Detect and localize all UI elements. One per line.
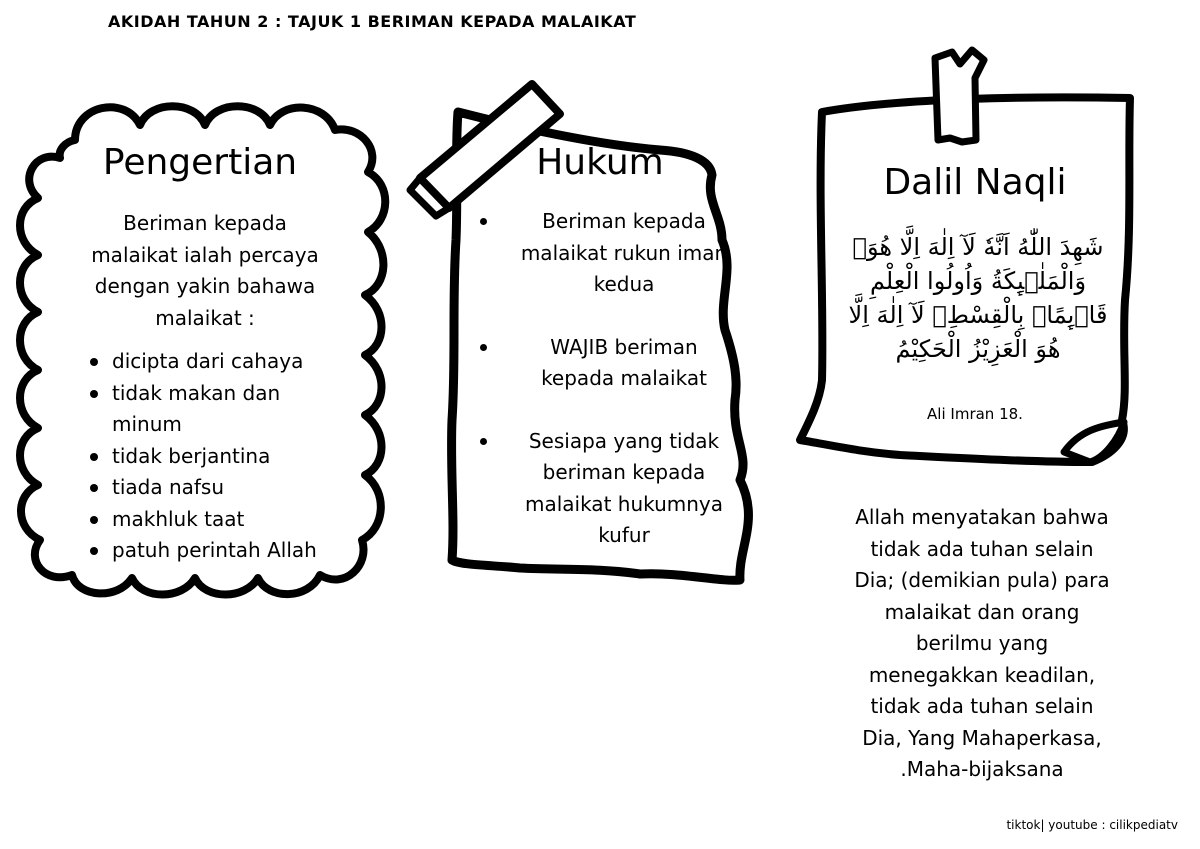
tape-strip-top (935, 50, 984, 142)
hukum-title: Hukum (536, 142, 664, 183)
list-item: dicipta dari cahaya (88, 346, 346, 378)
page-title: AKIDAH TAHUN 2 : TAJUK 1 BERIMAN KEPADA MALAIKAT (108, 12, 637, 31)
list-item: WAJIB beriman kepada malaikat (476, 332, 732, 395)
list-item: makhluk taat (88, 504, 346, 536)
list-item: patuh perintah Allah (88, 535, 346, 567)
list-item: tiada nafsu (88, 472, 346, 504)
list-item: tidak berjantina (88, 441, 346, 473)
dalil-arabic-verse: شَهِدَ اللّٰهُ اَنَّهٗ لَآ اِلٰهَ اِلَّا هُوَۙ وَالْمَلٰۤىِٕكَةُ وَاُولُوا الْعِلْمِ قَاۤىِٕمًاۢ بِالْقِسْطِۗ لَآ اِلٰهَ اِلَّا هُوَ الْعَزِيْزُ الْحَكِيْمُ (848, 233, 1108, 363)
pengertian-intro: Beriman kepada malaikat ialah percaya dengan yakin bahawa malaikat : (91, 211, 319, 330)
list-item: Sesiapa yang tidak beriman kepada malaikat hukumnya kufur (476, 426, 732, 552)
footer-credit: tiktok| youtube : cilikpediatv (1006, 818, 1178, 832)
dalil-translation: Allah menyatakan bahwa tidak ada tuhan selain Dia; (demikian pula) para malaikat dan orang berilmu yang menegakkan keadilan, tidak ada tuhan selain Dia, Yang Mahaperkasa, .Maha-bijaksana (854, 505, 1110, 781)
dalil-reference: Ali Imran 18. (927, 405, 1023, 423)
list-item: Beriman kepada malaikat rukun iman kedua (476, 206, 732, 301)
pengertian-list (88, 346, 346, 567)
hukum-list (476, 206, 732, 583)
pengertian-title: Pengertian (102, 142, 298, 183)
list-item: tidak makan dan minum (88, 378, 346, 441)
dalil-title: Dalil Naqli (883, 162, 1067, 203)
